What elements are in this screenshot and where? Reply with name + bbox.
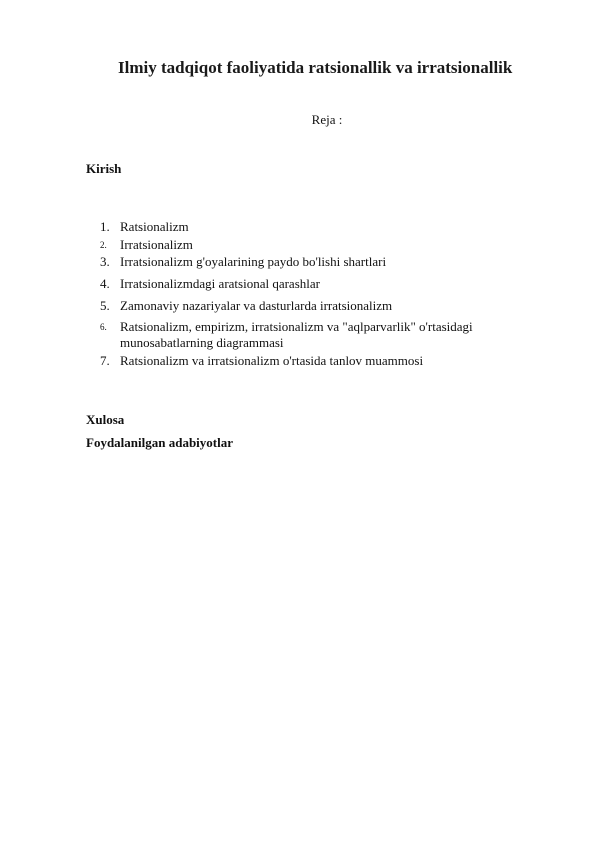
plan-item-number: 6. [100,322,107,332]
page-title: Ilmiy tadqiqot faoliyatida ratsionallik va irratsionallik [118,58,513,77]
plan-item [100,237,540,253]
plan-item-text: Irratsionalizmdagi aratsional qarashlar [120,276,320,291]
plan-item-text: Ratsionalizm, empirizm, irratsionalizm va "aqlparvarlik" o'rtasidagi munosabatlarning diagrammasi [120,319,473,350]
plan-item [100,319,540,351]
plan-list [100,219,540,369]
plan-item [100,254,540,270]
plan-item-text: Ratsionalizm va irratsionalizm o'rtasida tanlov muammosi [120,353,424,368]
intro-heading: Kirish [86,161,122,176]
plan-item-text: Irratsionalizm [120,237,193,252]
plan-item-number: 2. [100,240,107,250]
plan-item-number: 5. [100,298,110,313]
plan-item [100,298,540,314]
conclusion-heading: Xulosa [86,412,125,427]
references-heading: Foydalanilgan adabiyotlar [86,435,233,450]
plan-item [100,276,540,292]
plan-item-number: 3. [100,254,110,269]
plan-item-number: 4. [100,276,110,291]
plan-item-number: 7. [100,353,110,368]
plan-item-text: Irratsionalizm g'oyalarining paydo bo'lishi shartlari [120,254,387,269]
plan-label: Reja : [311,112,343,127]
plan-item [100,353,540,369]
plan-item-text: Ratsionalizm [120,219,189,234]
plan-item-text: Zamonaviy nazariyalar va dasturlarda irratsionalizm [120,298,393,313]
plan-item [100,219,540,235]
plan-item-number: 1. [100,219,110,234]
